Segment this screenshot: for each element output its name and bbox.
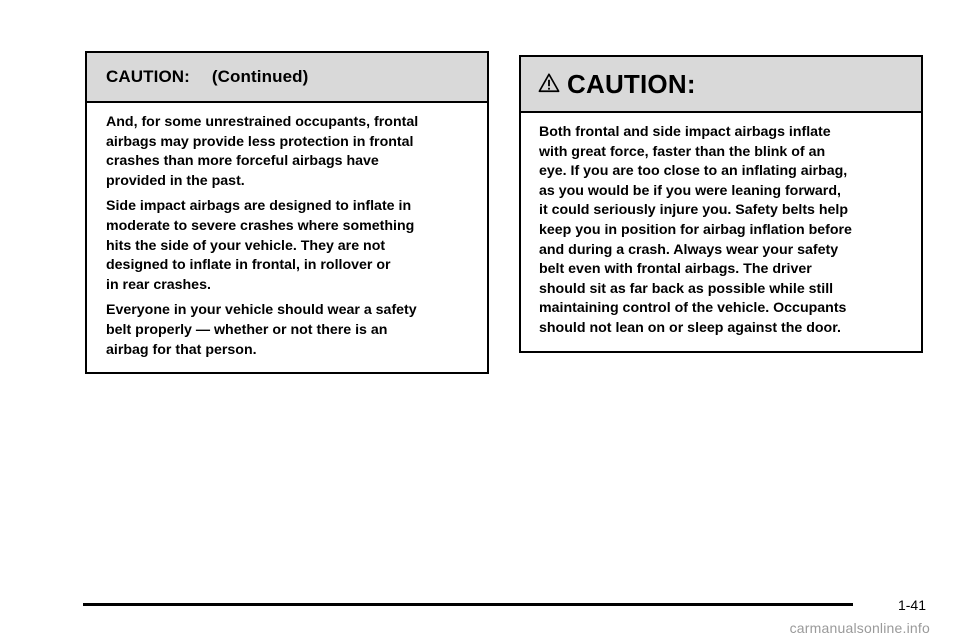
caution-header-continued — [87, 53, 487, 103]
caution-paragraph: Side impact airbags are designed to inflate in moderate to severe crashes where something hits the side of your vehicle. They are not designed to inflate in frontal, in rollover or in rear crashes. — [106, 198, 415, 293]
caution-paragraph: Both frontal and side impact airbags inflate with great force, faster than the blink of an eye. If you are too close to an inflating airbag, as you would be if you were leaning forward, it could seriously injure you. Safety belts help keep you in position for airbag inflation before and during a crash. Always wear your safety belt even with frontal airbags. The driver should sit as far back as possible while still maintaining control of the vehicle. Occupants should not lean on or sleep against the door. — [539, 124, 852, 336]
page-number: 1-41 — [897, 597, 926, 613]
caution-title: CAUTION: — [567, 68, 696, 99]
watermark: carmanualsonline.info — [789, 620, 930, 636]
warning-triangle-icon — [538, 72, 560, 94]
caution-box-continued — [85, 51, 489, 374]
caution-title: CAUTION: — [106, 67, 190, 86]
footer-rule — [83, 603, 853, 606]
caution-body-continued — [87, 103, 487, 360]
caution-title-group — [106, 67, 308, 87]
caution-body-airbag — [521, 113, 921, 339]
caution-header-airbag — [521, 57, 921, 113]
caution-paragraph: And, for some unrestrained occupants, frontal airbags may provide less protection in frontal crashes than more forceful airbags have provided in the past. — [106, 114, 419, 189]
caution-paragraph: Everyone in your vehicle should wear a safety belt properly — whether or not there is an airbag for that person. — [106, 302, 417, 358]
caution-box-airbag — [519, 55, 923, 353]
caution-subtitle: (Continued) — [211, 67, 309, 86]
